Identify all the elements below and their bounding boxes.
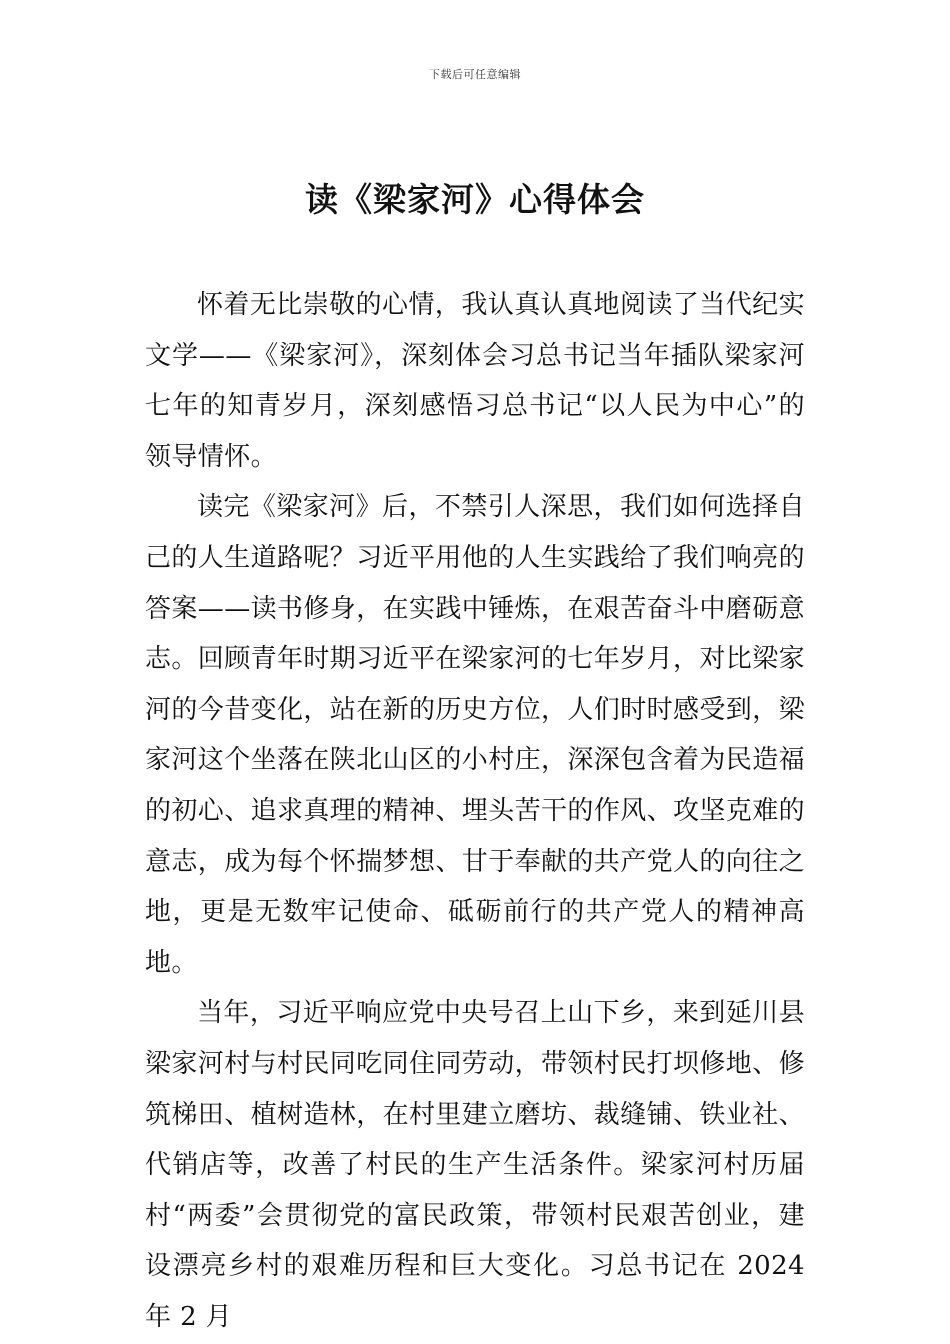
paragraph-3: 当年，习近平响应党中央号召上山下乡，来到延川县梁家河村与村民同吃同住同劳动，带领村民打坝修地、修筑梯田、植树造林，在村里建立磨坊、裁缝铺、铁业社、代销店等，改善了村民的生产生活条件。梁家河村历届村“两委”会贯彻党的富民政策，带领村民艰苦创业，建设漂亮乡村的艰难历程和巨大变化。习总书记在 2024 年 2 月	[145, 998, 806, 1332]
paragraph-1: 怀着无比崇敬的心情，我认真认真地阅读了当代纪实文学——《梁家河》，深刻体会习总书记当年插队梁家河七年的知青岁月，深刻感悟习总书记“以人民为中心”的领导情怀。	[145, 290, 805, 472]
page-title: 读《梁家河》心得体会	[305, 180, 645, 219]
header-note: 下载后可任意编辑	[429, 68, 521, 81]
paragraph-2: 读完《梁家河》后，不禁引人深思，我们如何选择自己的人生道路呢？习近平用他的人生实践给了我们响亮的答案——读书修身，在实践中锤炼，在艰苦奋斗中磨砺意志。回顾青年时期习近平在梁家河的七年岁月，对比梁家河的今昔变化，站在新的历史方位，人们时时感受到，梁家河这个坐落在陕北山区的小村庄，深深包含着为民造福的初心、追求真理的精神、埋头苦干的作风、攻坚克难的意志，成为每个怀揣梦想、甘于奉献的共产党人的向往之地，更是无数牢记使命、砥砺前行的共产党人的精神高地。	[145, 492, 806, 978]
document-body	[145, 280, 805, 1342]
